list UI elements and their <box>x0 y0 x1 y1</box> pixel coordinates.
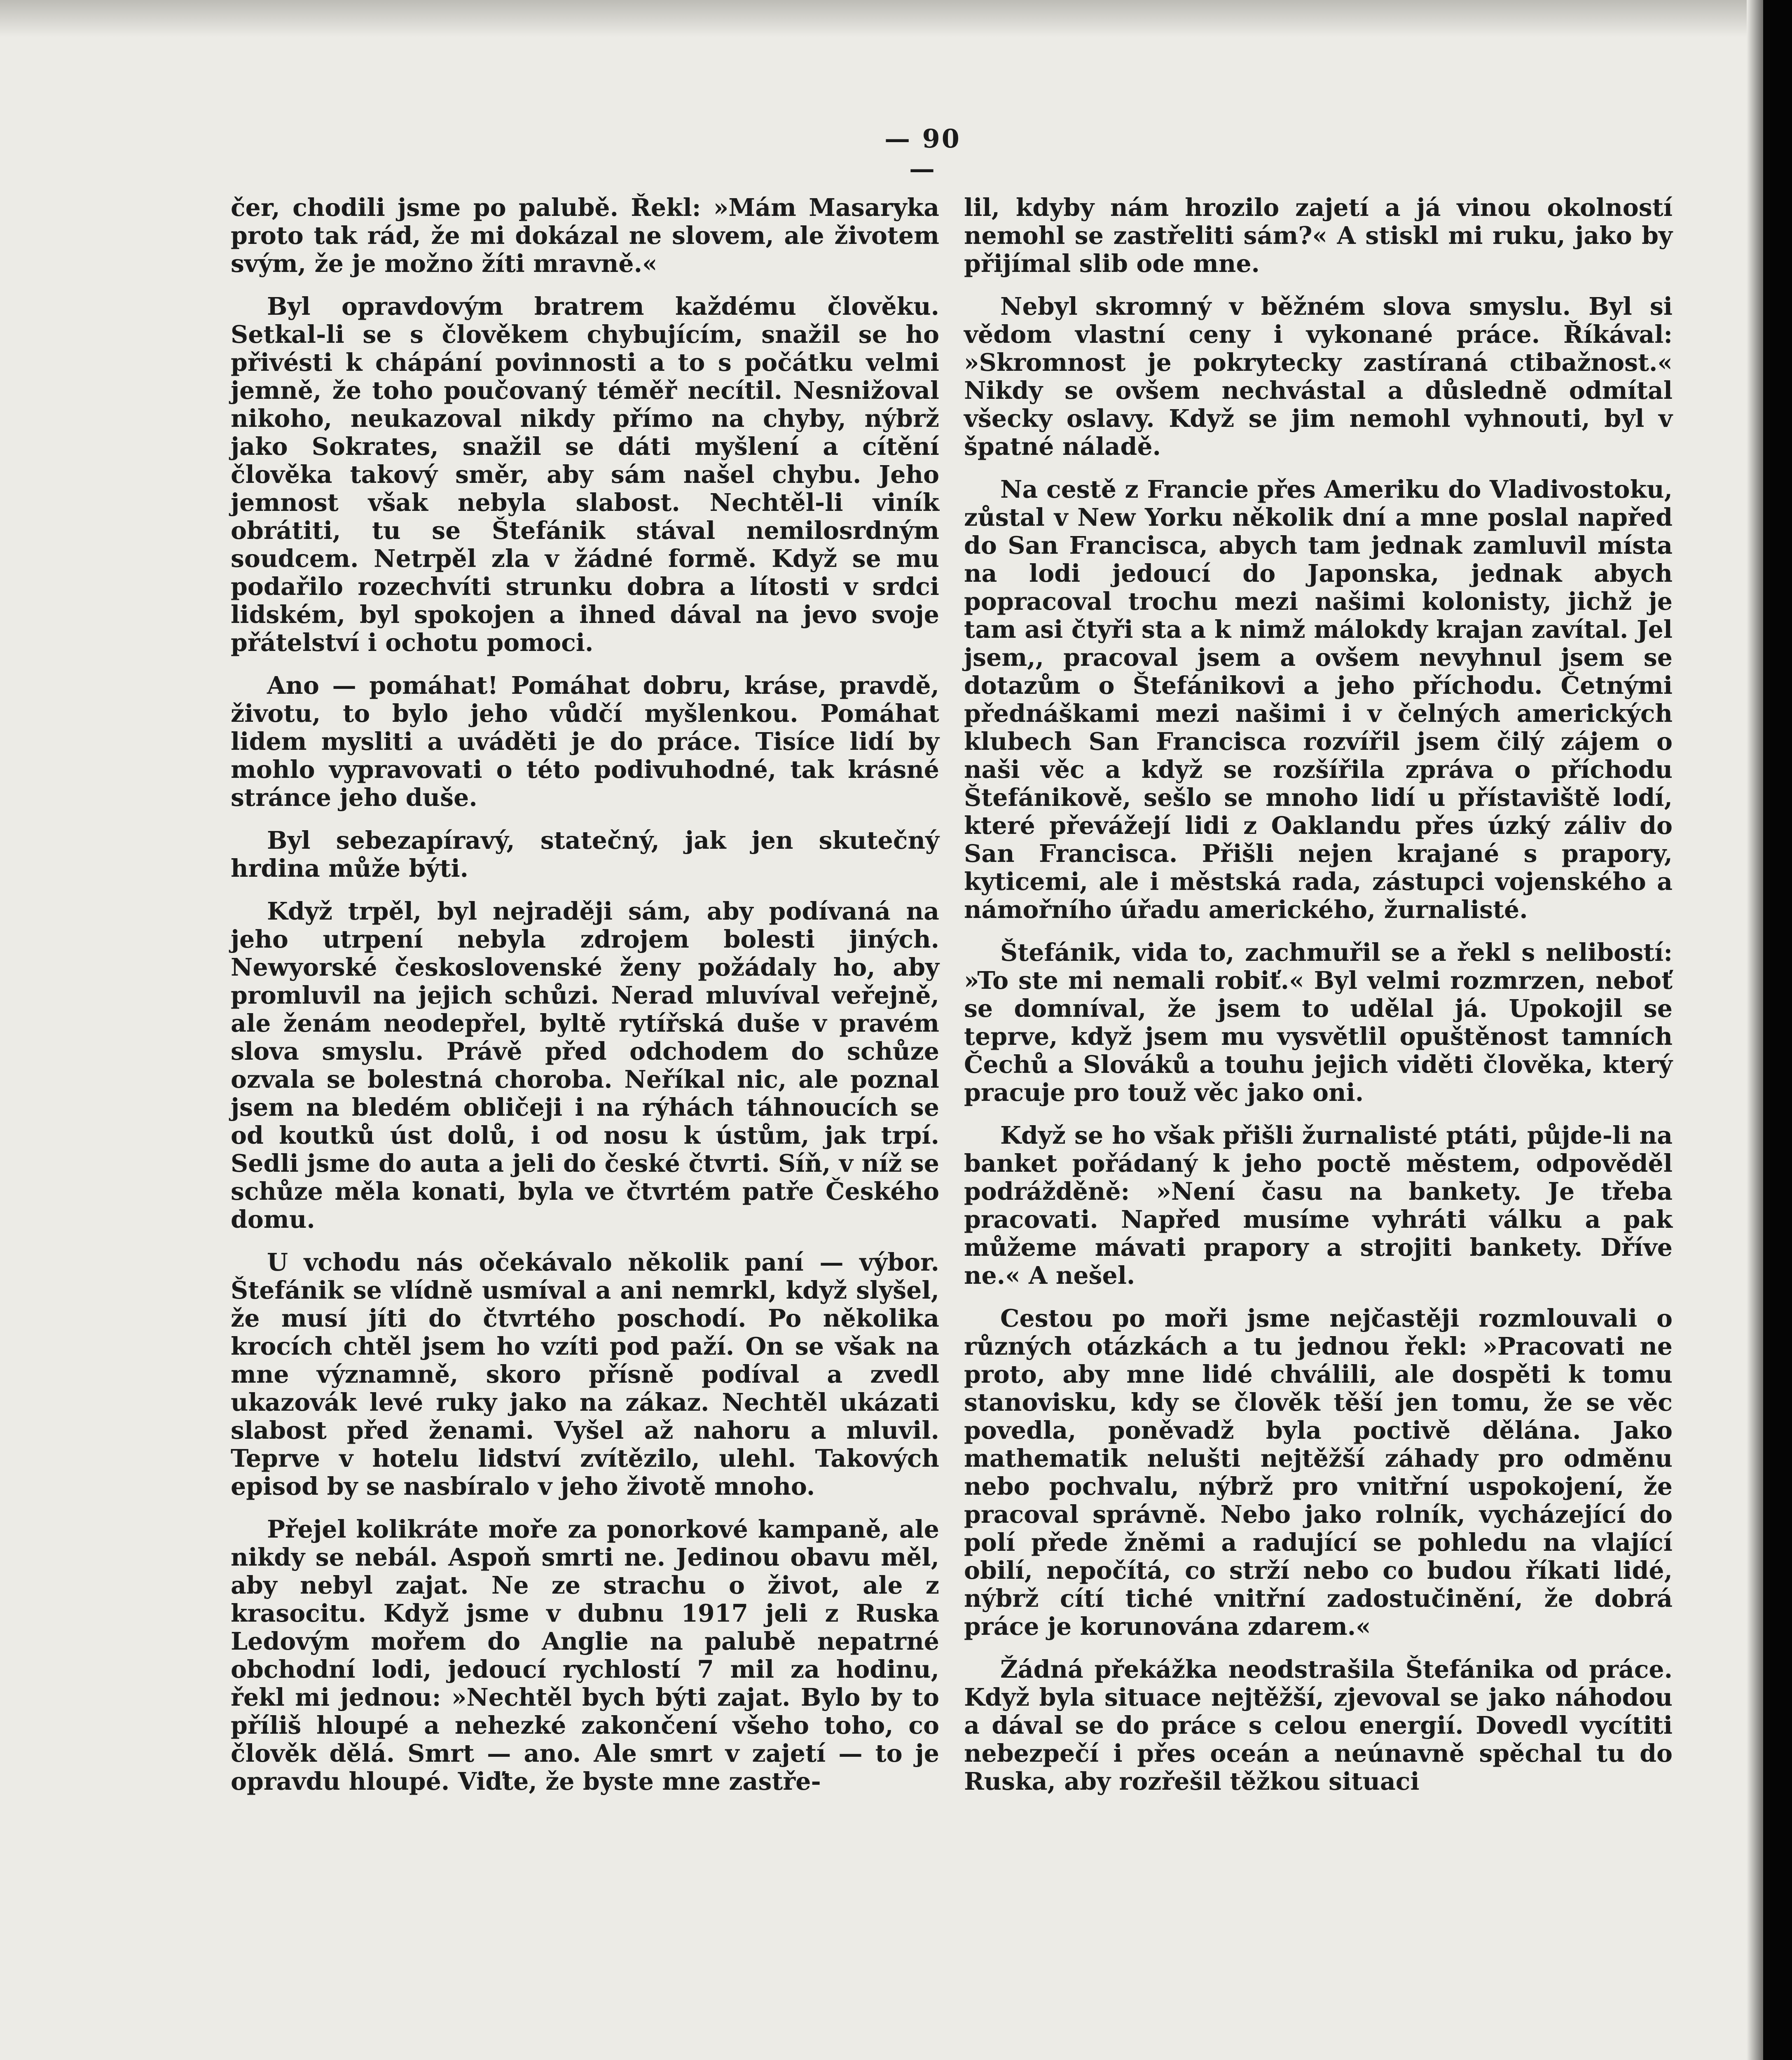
paragraph: Byl opravdovým bratrem každému člověku. Setkal-li se s člověkem chybujícím, snažil se ho přivésti k chápání povinnosti a to s počátku velmi jemně, že toho poučovaný téměř necítil. Nesnižoval nikoho, neukazoval nikdy přímo na chyby, nýbrž jako Sokrates, snažil se dáti myšlení a cítění člověka takový směr, aby sám našel chybu. Jeho jemnost však nebyla slabost. Nechtěl-li viník obrátiti, tu se Štefánik stával nemilosrdným soudcem. Netrpěl zla v žádné formě. Když se mu podařilo rozechvíti strunku dobra a lítosti v srdci lidském, byl spokojen a ihned dával na jevo svoje přátelství i ochotu pomoci. <box>231 292 939 657</box>
paragraph: čer, chodili jsme po palubě. Řekl: »Mám Masaryka proto tak rád, že mi dokázal ne slovem, ale životem svým, že je možno žíti mravně.« <box>231 193 939 278</box>
paragraph: Žádná překážka neodstrašila Štefánika od práce. Když byla situace nejtěžší, zjevoval se jako náhodou a dával se do práce s celou energií. Dovedl vycítiti nebezpečí i přes oceán a neúnavně spěchal tu do Ruska, aby rozřešil těžkou situaci <box>964 1655 1673 1795</box>
paragraph: lil, kdyby nám hrozilo zajetí a já vinou okolností nemohl se zastřeliti sám?« A stiskl mi ruku, jako by přijímal slib ode mne. <box>964 193 1673 278</box>
paragraph: Cestou po moři jsme nejčastěji rozmlouvali o různých otázkách a tu jednou řekl: »Pracovati ne proto, aby mne lidé chválili, ale dospěti k tomu stanovisku, kdy se člověk těší jen tomu, že se věc povedla, poněvadž byla poctivě dělána. Jako mathematik nelušti nejtěžší záhady pro odměnu nebo pochvalu, nýbrž pro vnitřní uspokojení, že pracoval správně. Nebo jako rolník, vycházející do polí přede žněmi a radující se pohledu na vlající obilí, nepočítá, co strží nebo co budou říkati lidé, nýbrž cítí tiché vnitřní zadostučinění, že dobrá práce je korunována zdarem.« <box>964 1304 1673 1641</box>
left-column <box>231 194 939 1810</box>
paragraph: Štefánik, vida to, zachmuřil se a řekl s nelibostí: »To ste mi nemali robiť.« Byl velmi rozmrzen, neboť se domníval, že jsem to udělal já. Upokojil se teprve, když jsem mu vysvětlil opuštěnost tamních Čechů a Slováků a touhu jejich viděti člověka, který pracuje pro touž věc jako oni. <box>964 938 1673 1107</box>
right-column <box>964 194 1673 1810</box>
paragraph: U vchodu nás očekávalo několik paní — výbor. Štefánik se vlídně usmíval a ani nemrkl, když slyšel, že musí jíti do čtvrtého poschodí. Po několika krocích chtěl jsem ho vzíti pod paží. On se však na mne významně, skoro přísně podíval a zvedl ukazovák levé ruky jako na zákaz. Nechtěl ukázati slabost před ženami. Vyšel až nahoru a mluvil. Teprve v hotelu lidství zvítězilo, ulehl. Takových episod by se nasbíralo v jeho životě mnoho. <box>231 1248 939 1501</box>
paragraph: Ano — pomáhat! Pomáhat dobru, kráse, pravdě, životu, to bylo jeho vůdčí myšlenkou. Pomáhat lidem mysliti a uváděti je do práce. Tisíce lidí by mohlo vypravovati o této podivuhodné, tak krásné stránce jeho duše. <box>231 671 939 812</box>
paragraph: Byl sebezapíravý, statečný, jak jen skutečný hrdina může býti. <box>231 826 939 883</box>
page-number: — 90 — <box>884 124 961 184</box>
paragraph: Když trpěl, byl nejraději sám, aby podívaná na jeho utrpení nebyla zdrojem bolesti jiných. Newyorské československé ženy požádaly ho, aby promluvil na jejich schůzi. Nerad mluvíval veřejně, ale ženám neodepřel, byltě rytířská duše v pravém slova smyslu. Právě před odchodem do schůze ozvala se bolestná choroba. Neříkal nic, ale poznal jsem na bledém obličeji i na rýhách táhnoucích se od koutků úst dolů, i od nosu k ústům, jak trpí. Sedli jsme do auta a jeli do české čtvrti. Síň, v níž se schůze měla konati, byla ve čtvrtém patře Českého domu. <box>231 897 939 1234</box>
paragraph: Nebyl skromný v běžném slova smyslu. Byl si vědom vlastní ceny i vykonané práce. Říkával: »Skromnost je pokrytecky zastíraná ctibažnost.« Nikdy se ovšem nechvástal a důsledně odmítal všecky oslavy. Když se jim nemohl vyhnouti, byl v špatné náladě. <box>964 292 1673 461</box>
paragraph: Na cestě z Francie přes Ameriku do Vladivostoku, zůstal v New Yorku několik dní a mne poslal napřed do San Francisca, abych tam jednak zamluvil místa na lodi jedoucí do Japonska, jednak abych popracoval trochu mezi našimi kolonisty, jichž je tam asi čtyři sta a k nimž málokdy krajan zavítal. Jel jsem,, pracoval jsem a ovšem nevyhnul jsem se dotazům o Štefánikovi a jeho příchodu. Četnými přednáškami mezi našimi i v čelných amerických klubech San Francisca rozvířil jsem čilý zájem o naši věc a když se rozšířila zpráva o příchodu Štefánikově, sešlo se mnoho lidí u přístaviště lodí, které převážejí lidi z Oaklandu přes úzký záliv do San Francisca. Přišli nejen krajané s prapory, kyticemi, ale i městská rada, zástupci vojenského a námořního úřadu amerického, žurnalisté. <box>964 475 1673 924</box>
paragraph: Přejel kolikráte moře za ponorkové kampaně, ale nikdy se nebál. Aspoň smrti ne. Jedinou obavu měl, aby nebyl zajat. Ne ze strachu o život, ale z krasocitu. Když jsme v dubnu 1917 jeli z Ruska Ledovým mořem do Anglie na palubě nepatrné obchodní lodi, jedoucí rychlostí 7 mil za hodinu, řekl mi jednou: »Nechtěl bych býti zajat. Bylo by to příliš hloupé a nehezké zakončení všeho toho, co člověk dělá. Smrt — ano. Ale smrt v zajetí — to je opravdu hloupé. Viďte, že byste mne zastře- <box>231 1515 939 1795</box>
paragraph: Když se ho však přišli žurnalisté ptáti, půjde-li na banket pořádaný k jeho poctě městem, odpověděl podrážděně: »Není času na bankety. Je třeba pracovati. Napřed musíme vyhráti válku a pak můžeme mávati prapory a strojiti bankety. Dříve ne.« A nešel. <box>964 1121 1673 1290</box>
